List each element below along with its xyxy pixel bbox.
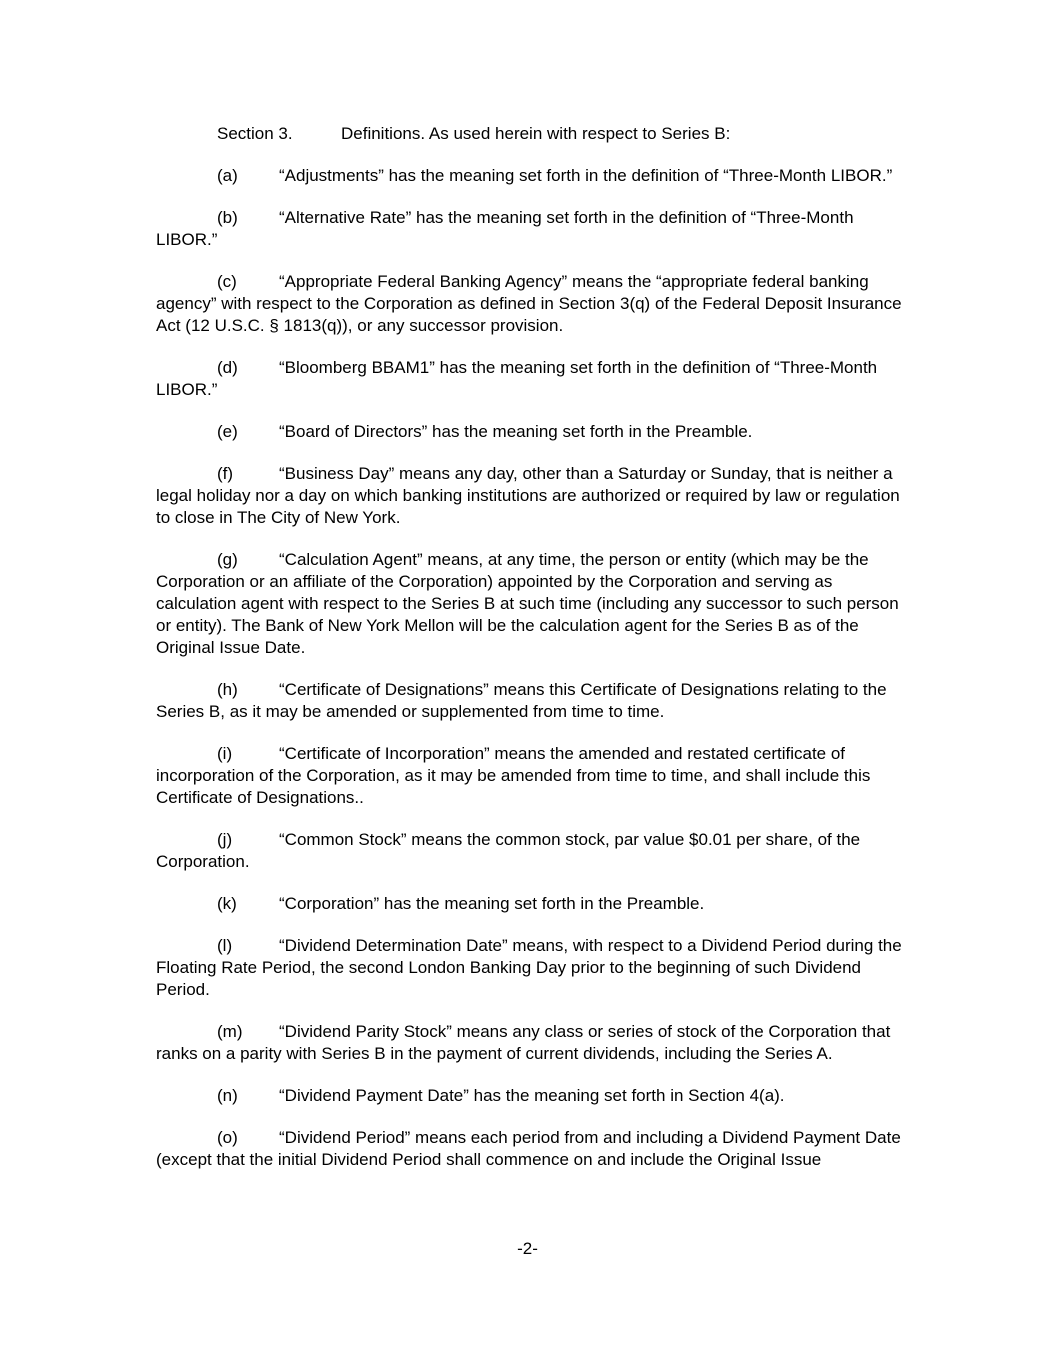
definition-text: “Dividend Parity Stock” means any class or series of stock of the Corporation that ranks on a parity with Series B in the payment of current dividends, including the Series A. xyxy=(156,1022,891,1063)
definition-text: “Bloomberg BBAM1” has the meaning set forth in the definition of “Three-Month LIBOR.” xyxy=(156,358,878,399)
section-heading xyxy=(156,123,904,145)
definition-g xyxy=(156,549,904,659)
definition-m xyxy=(156,1021,904,1065)
definition-letter: (l) xyxy=(217,936,233,955)
definition-letter: (n) xyxy=(217,1086,238,1105)
definition-text: “Dividend Payment Date” has the meaning set forth in Section 4(a). xyxy=(279,1086,785,1105)
definition-text: “Calculation Agent” means, at any time, the person or entity (which may be the Corporation or an affiliate of the Corporation) appointed by the Corporation and serving as calculation agent with respect to the Series B at such time (including any successor to such person or entity). The Bank of New York Mellon will be the calculation agent for the Series B as of the Original Issue Date. xyxy=(156,550,899,657)
definition-text: “Certificate of Incorporation” means the amended and restated certificate of incorporation of the Corporation, as it may be amended from time to time, and shall include this Certificate of Designations.. xyxy=(156,744,871,807)
definition-a xyxy=(156,165,904,187)
definition-text: “Appropriate Federal Banking Agency” means the “appropriate federal banking agency” with respect to the Corporation as defined in Section 3(q) of the Federal Deposit Insurance Act (12 U.S.C. § 1813(q)), or any successor provision. xyxy=(156,272,902,335)
definition-text: “Dividend Determination Date” means, with respect to a Dividend Period during the Floating Rate Period, the second London Banking Day prior to the beginning of such Dividend Period. xyxy=(156,936,902,999)
definition-text: “Adjustments” has the meaning set forth in the definition of “Three-Month LIBOR.” xyxy=(279,166,893,185)
definition-letter: (d) xyxy=(217,358,238,377)
definition-f xyxy=(156,463,904,529)
section-title: Definitions. As used herein with respect to Series B: xyxy=(341,124,731,143)
definition-d xyxy=(156,357,904,401)
definition-text: “Certificate of Designations” means this Certificate of Designations relating to the Series B, as it may be amended or supplemented from time to time. xyxy=(156,680,887,721)
definition-b xyxy=(156,207,904,251)
definition-letter: (b) xyxy=(217,208,238,227)
page-number: -2- xyxy=(517,1239,538,1258)
document-body xyxy=(156,123,904,1191)
definition-letter: (o) xyxy=(217,1128,238,1147)
definition-text: “Corporation” has the meaning set forth in the Preamble. xyxy=(279,894,705,913)
definition-text: “Dividend Period” means each period from and including a Dividend Payment Date (except that the initial Dividend Period shall commence on and include the Original Issue xyxy=(156,1128,901,1169)
definition-letter: (g) xyxy=(217,550,238,569)
definition-text: “Business Day” means any day, other than a Saturday or Sunday, that is neither a legal holiday nor a day on which banking institutions are authorized or required by law or regulation to close in The City of New York. xyxy=(156,464,900,527)
definition-k xyxy=(156,893,904,915)
definition-letter: (m) xyxy=(217,1022,243,1041)
definition-letter: (k) xyxy=(217,894,237,913)
definition-text: “Common Stock” means the common stock, par value $0.01 per share, of the Corporation. xyxy=(156,830,861,871)
definition-text: “Board of Directors” has the meaning set forth in the Preamble. xyxy=(279,422,753,441)
definition-text: “Alternative Rate” has the meaning set forth in the definition of “Three-Month LIBOR.” xyxy=(156,208,854,249)
definition-letter: (h) xyxy=(217,680,238,699)
definition-letter: (f) xyxy=(217,464,234,483)
definition-h xyxy=(156,679,904,723)
definition-c xyxy=(156,271,904,337)
definition-e xyxy=(156,421,904,443)
definition-letter: (e) xyxy=(217,422,238,441)
definition-letter: (j) xyxy=(217,830,233,849)
definition-n xyxy=(156,1085,904,1107)
definition-i xyxy=(156,743,904,809)
definition-l xyxy=(156,935,904,1001)
definition-letter: (a) xyxy=(217,166,238,185)
definition-j xyxy=(156,829,904,873)
section-number: Section 3. xyxy=(217,124,293,143)
definition-letter: (c) xyxy=(217,272,237,291)
definition-o xyxy=(156,1127,904,1171)
definition-letter: (i) xyxy=(217,744,233,763)
